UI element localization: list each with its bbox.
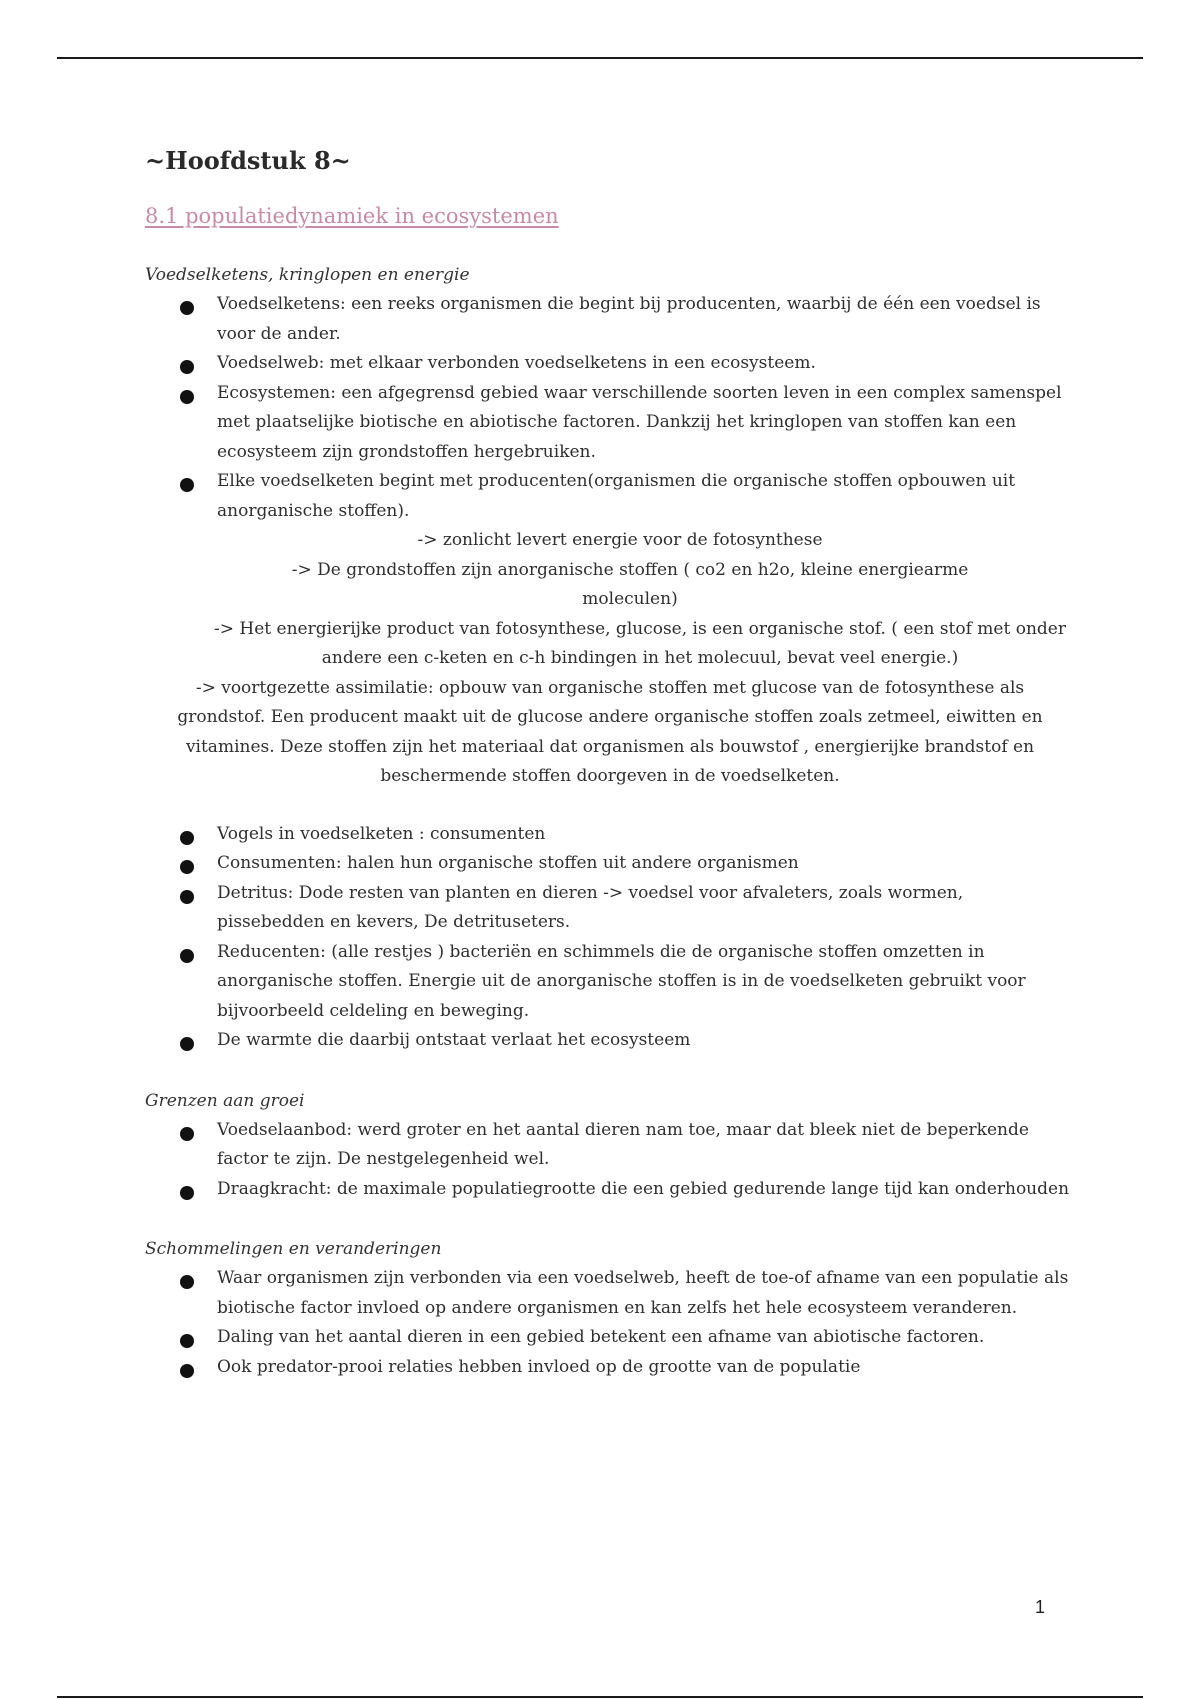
sub-note-line: -> zonlicht levert energie voor de fotosynthese — [417, 530, 823, 550]
subheading-voedselketens: Voedselketens, kringlopen en energie — [145, 265, 470, 285]
list-item: Elke voedselketen begint met producenten(organismen die organische stoffen opbouwen uit anorganische stoffen). — [217, 467, 1075, 526]
sub-note-line: -> De grondstoffen zijn anorganische stoffen ( co2 en h2o, kleine energiearme moleculen) — [291, 559, 969, 609]
list-item: Waar organismen zijn verbonden via een voedselweb, heeft de toe-of afname van een populatie als biotische factor invloed op andere organismen en kan zelfs het hele ecosysteem veranderen. — [217, 1264, 1075, 1323]
bullet-list-grenzen — [145, 1116, 1075, 1205]
chapter-title: ~Hoofdstuk 8~ — [145, 146, 351, 175]
list-item: Voedselweb: met elkaar verbonden voedselketens in een ecosysteem. — [217, 349, 1075, 379]
header-rule — [57, 57, 1143, 59]
document-body — [145, 146, 1075, 1382]
sub-note-block — [145, 526, 1075, 792]
section-title-link[interactable]: 8.1 populatiedynamiek in ecosystemen — [145, 204, 559, 228]
list-item: Detritus: Dode resten van planten en dieren -> voedsel voor afvaleters, zoals wormen, pissebedden en kevers, De detrituseters. — [217, 879, 1075, 938]
sub-note-line: -> voortgezette assimilatie: opbouw van organische stoffen met glucose van de fotosynthese als grondstof. Een producent maakt uit de glucose andere organische stoffen zoals zetmeel, eiwitten en vitamines. Deze stoffen zijn het materiaal dat organismen als bouwstof , energierijke brandstof en beschermende stoffen doorgeven in de voedselketen. — [177, 677, 1043, 786]
list-item: Consumenten: halen hun organische stoffen uit andere organismen — [217, 849, 1075, 879]
subheading-grenzen: Grenzen aan groei — [145, 1090, 305, 1111]
list-item: Draagkracht: de maximale populatiegrootte die een gebied gedurende lange tijd kan onderhouden — [217, 1175, 1075, 1205]
list-item: Vogels in voedselketen : consumenten — [217, 820, 1075, 850]
page-number: 1 — [1035, 1597, 1046, 1617]
list-item: Ecosystemen: een afgegrensd gebied waar verschillende soorten leven in een complex samenspel met plaatselijke biotische en abiotische factoren. Dankzij het kringlopen van stoffen kan een ecosysteem zijn grondstoffen hergebruiken. — [217, 379, 1075, 468]
list-item: De warmte die daarbij ontstaat verlaat het ecosysteem — [217, 1026, 1075, 1056]
subheading-schommelingen: Schommelingen en veranderingen — [145, 1239, 442, 1259]
list-item: Reducenten: (alle restjes ) bacteriën en schimmels die de organische stoffen omzetten in anorganische stoffen. Energie uit de anorganische stoffen is in de voedselketen gebruikt voor bijvoorbeeld celdeling en beweging. — [217, 938, 1075, 1027]
list-item: Voedselketens: een reeks organismen die begint bij producenten, waarbij de één een voedsel is voor de ander. — [217, 290, 1075, 349]
bullet-list-voedselketens — [145, 290, 1075, 526]
list-item: Voedselaanbod: werd groter en het aantal dieren nam toe, maar dat bleek niet de beperkende factor te zijn. De nestgelegenheid wel. — [217, 1116, 1075, 1175]
sub-note-line: -> Het energierijke product van fotosynthese, glucose, is een organische stof. ( een stof met onder andere een c-keten en c-h bindingen in het molecuul, bevat veel energie.) — [214, 618, 1066, 668]
list-item: Daling van het aantal dieren in een gebied betekent een afname van abiotische factoren. — [217, 1323, 1075, 1353]
list-item: Ook predator-prooi relaties hebben invloed op de grootte van de populatie — [217, 1353, 1075, 1383]
footer-rule — [57, 1696, 1143, 1698]
bullet-list-consumenten — [145, 820, 1075, 1056]
bullet-list-schommelingen — [145, 1264, 1075, 1382]
